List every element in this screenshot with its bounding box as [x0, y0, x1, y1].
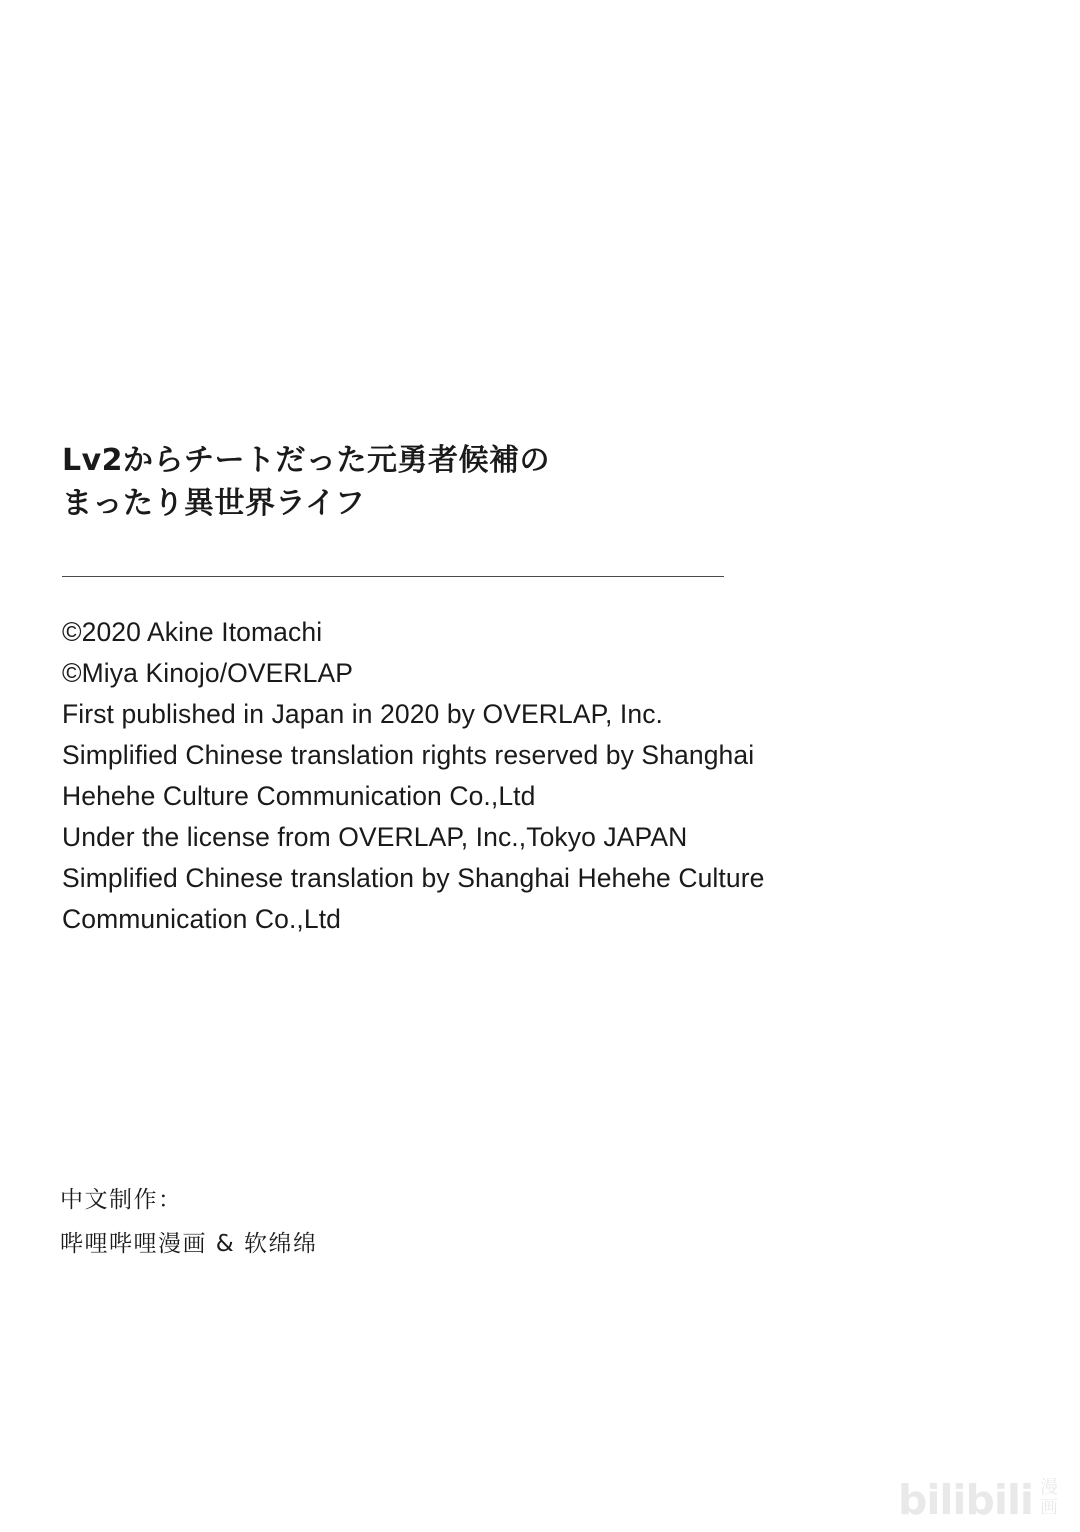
- manga-label-bottom: 画: [1040, 1497, 1058, 1518]
- production-credits-label: 中文制作：: [60, 1187, 183, 1213]
- bilibili-logo-text: bilibili: [897, 1476, 1033, 1525]
- work-title-line-1: Lv2からチートだった元勇者候補の: [62, 443, 551, 478]
- bilibili-watermark: [897, 1476, 1058, 1525]
- copyright-block: [62, 612, 982, 940]
- production-credits-value: 哔哩哔哩漫画 & 软绵绵: [60, 1231, 318, 1257]
- work-title: [62, 440, 962, 525]
- copyright-line: Simplified Chinese translation rights reserved by Shanghai: [62, 740, 755, 770]
- manga-label-top: 漫: [1040, 1477, 1058, 1498]
- copyright-line: Under the license from OVERLAP, Inc.,Tokyo JAPAN: [62, 822, 688, 852]
- work-title-line-2: まったり異世界ライフ: [62, 485, 366, 521]
- copyright-line: Communication Co.,Ltd: [62, 904, 342, 934]
- copyright-line: First published in Japan in 2020 by OVERLAP, Inc.: [62, 699, 664, 729]
- copyright-line: Hehehe Culture Communication Co.,Ltd: [62, 781, 536, 811]
- copyright-line: ©Miya Kinojo/OVERLAP: [62, 658, 354, 688]
- divider-rule: [62, 576, 724, 577]
- copyright-line: ©2020 Akine Itomachi: [62, 617, 323, 647]
- copyright-line: Simplified Chinese translation by Shanghai Hehehe Culture: [62, 863, 765, 893]
- manga-label: [1040, 1478, 1058, 1520]
- production-credits: [60, 1178, 860, 1266]
